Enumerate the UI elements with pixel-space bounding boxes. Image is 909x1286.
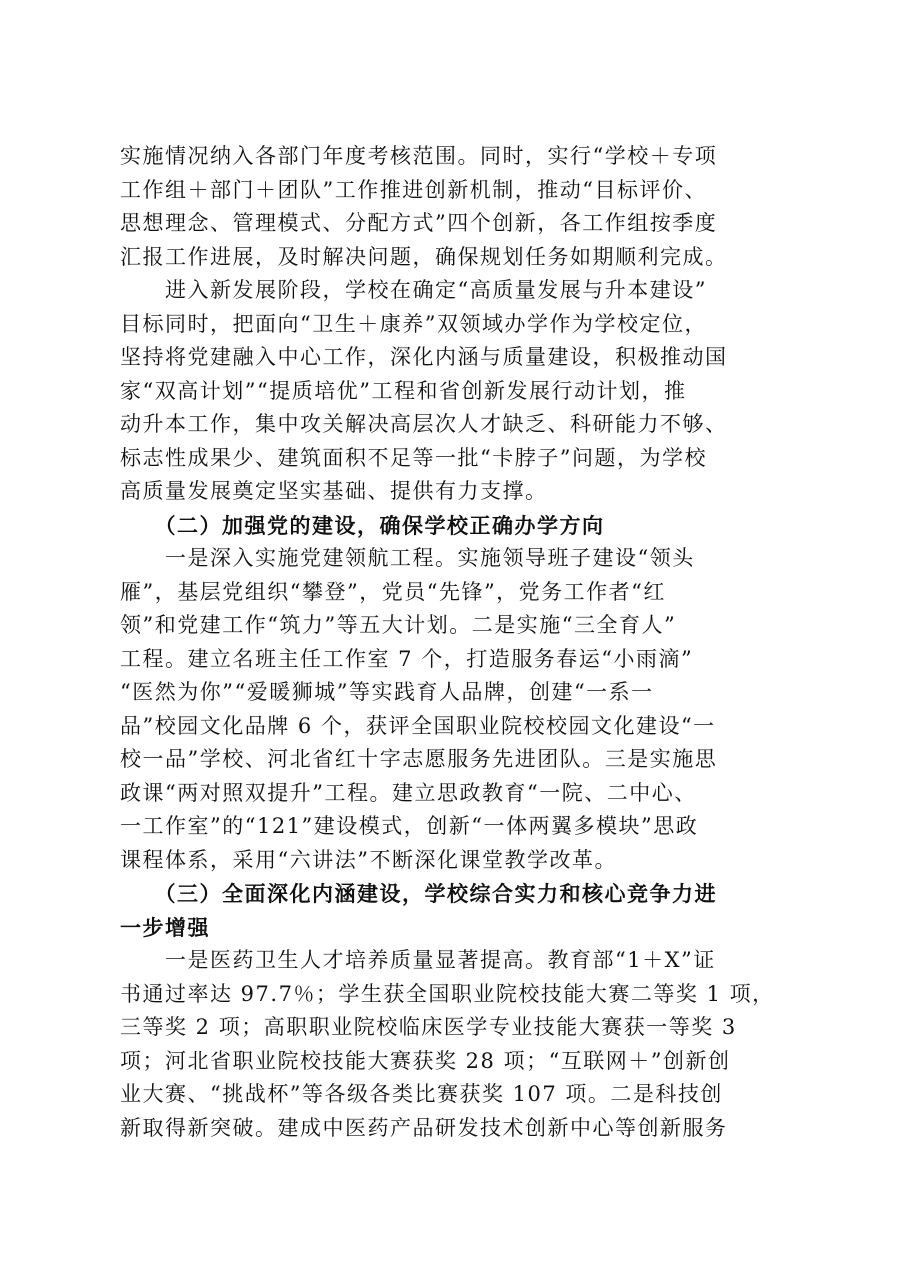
body-text-line: 实施情况纳入各部门年度考核范围。同时，实行“学校＋专项 (120, 144, 718, 168)
body-text-line: 新取得新突破。建成中医药产品研发技术创新中心等创新服务 (120, 1115, 728, 1140)
section-heading-line: 一步增强 (120, 914, 210, 940)
body-text-line: 业大赛、“挑战杯”等各级各类比赛获奖 107 项。二是科技创 (120, 1082, 723, 1106)
document-body (120, 140, 810, 1145)
body-text-line: 雁”，基层党组织“攀登”，党员“先锋”，党务工作者“红 (120, 579, 666, 604)
body-text-line: 一是医药卫生人才培养质量显著提高。教育部“1＋X”证 (120, 948, 716, 972)
body-text-line: 汇报工作进展，及时解决问题，确保规划任务如期顺利完成。 (120, 244, 728, 269)
body-text-line: 标志性成果少、建筑面积不足等一批“卡脖子”问题，为学校 (120, 445, 707, 470)
body-text-line: 思想理念、管理模式、分配方式”四个创新，各工作组按季度 (120, 211, 718, 235)
body-text-line: 领”和党建工作“筑力”等五大计划。二是实施“三全育人” (120, 613, 677, 637)
body-text-line: 项；河北省职业院校技能大赛获奖 28 项；“互联网＋”创新创 (120, 1048, 731, 1073)
body-text-line: 目标同时，把面向“卫生＋康养”双领域办学作为学校定位， (120, 311, 707, 336)
body-text-line: 工程。建立名班主任工作室 7 个，打造服务春运“小雨滴” (120, 646, 694, 671)
body-text-line: 动升本工作，集中攻关解决高层次人才缺乏、科研能力不够、 (120, 412, 728, 436)
section-heading-line: （三）全面深化内涵建设，学校综合实力和核心竞争力进 (120, 881, 717, 906)
body-text-line: 进入新发展阶段，学校在确定“高质量发展与升本建设” (120, 278, 707, 302)
body-text-line: 高质量发展奠定坚实基础、提供有力支撑。 (120, 479, 548, 503)
body-text-line: 校一品”学校、河北省红十字志愿服务先进团队。三是实施思 (120, 747, 718, 771)
body-text-line: 书通过率达 97.7％；学生获全国职业院校技能大赛二等奖 1 项， (120, 981, 775, 1006)
body-text-line: 坚持将党建融入中心工作，深化内涵与质量建设，积极推动国 (120, 345, 728, 369)
body-text-line: 课程体系，采用“六讲法”不断深化课堂教学改革。 (120, 847, 617, 872)
section-heading-line: （二）加强党的建设，确保学校正确办学方向 (120, 512, 605, 538)
body-text-line: “医然为你”“爱暖狮城”等实践育人品牌，创建“一系一 (120, 680, 654, 704)
body-text-line: 工作组＋部门＋团队”工作推进创新机制，推动“目标评价、 (120, 177, 707, 202)
body-text-line: 品”校园文化品牌 6 个，获评全国职业院校校园文化建设“一 (120, 713, 716, 738)
body-text-line: 政课“两对照双提升”工程。建立思政教育“一院、二中心、 (120, 780, 697, 805)
body-text-line: 三等奖 2 项；高职职业院校临床医学专业技能大赛获一等奖 3 (120, 1015, 737, 1039)
body-text-line: 一工作室”的“121”建设模式，创新“一体两翼多模块”思政 (120, 814, 699, 838)
body-text-line: 一是深入实施党建领航工程。实施领导班子建设“领头 (120, 546, 695, 570)
body-text-line: 家“双高计划”“提质培优”工程和省创新发展行动计划，推 (120, 378, 687, 403)
